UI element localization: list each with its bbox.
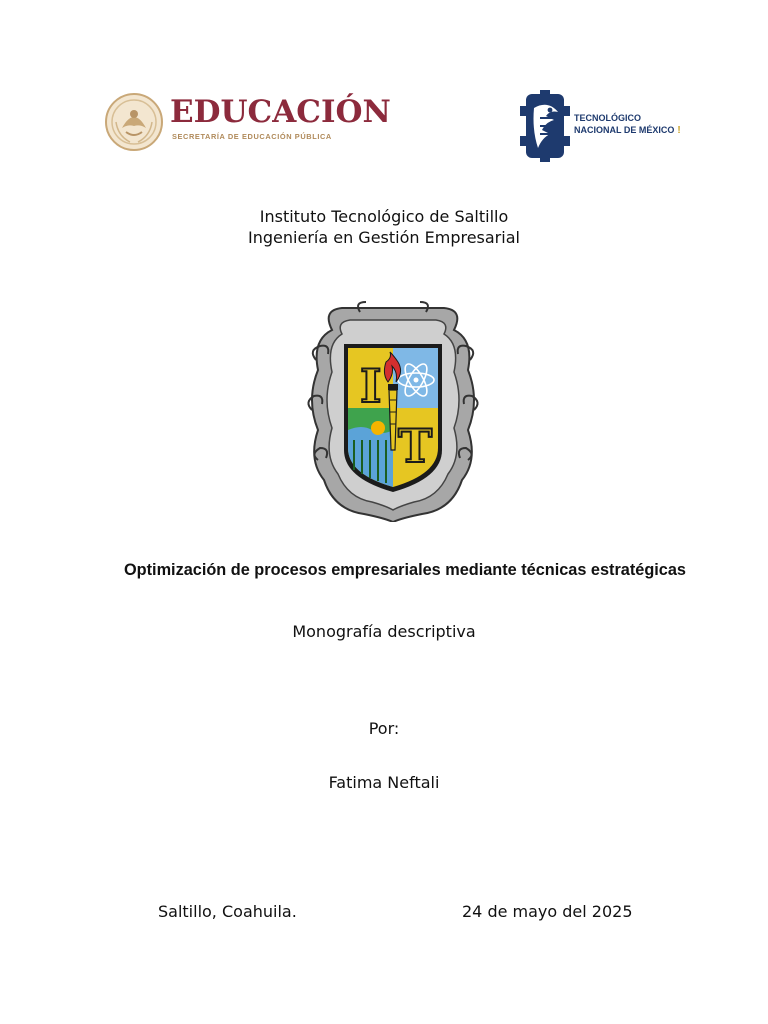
sep-logo-title: EDUCACIÓN bbox=[170, 94, 391, 130]
author-name: Fatima Neftali bbox=[328, 773, 440, 792]
mexican-coat-of-arms-seal-icon bbox=[104, 92, 164, 152]
gear-eagle-icon bbox=[520, 90, 570, 162]
place-text: Saltillo, Coahuila. bbox=[158, 902, 297, 921]
sep-logo bbox=[104, 90, 391, 154]
author-label: Por: bbox=[368, 719, 400, 738]
tecnm-logo-line2 bbox=[574, 124, 681, 137]
program-name: Ingeniería en Gestión Empresarial bbox=[248, 228, 520, 247]
its-crest-icon bbox=[302, 300, 484, 522]
tecnm-logo-text bbox=[574, 112, 681, 137]
tecnm-logo-line1: TECNOLÓGICO bbox=[574, 113, 641, 123]
tecnm-logo-line2-text: NACIONAL DE MÉXICO bbox=[574, 125, 675, 135]
svg-text:T: T bbox=[398, 419, 433, 473]
tecnm-logo bbox=[520, 90, 680, 162]
document-type: Monografía descriptiva bbox=[292, 622, 476, 641]
sep-logo-subtitle: SECRETARÍA DE EDUCACIÓN PÚBLICA bbox=[172, 132, 332, 141]
institution-name: Instituto Tecnológico de Saltillo bbox=[259, 207, 509, 226]
tecnm-accent-mark: ! bbox=[677, 125, 681, 136]
date-text: 24 de mayo del 2025 bbox=[462, 902, 633, 921]
document-title: Optimización de procesos empresariales mediante técnicas estratégicas bbox=[124, 561, 686, 579]
svg-text:I: I bbox=[360, 359, 382, 413]
